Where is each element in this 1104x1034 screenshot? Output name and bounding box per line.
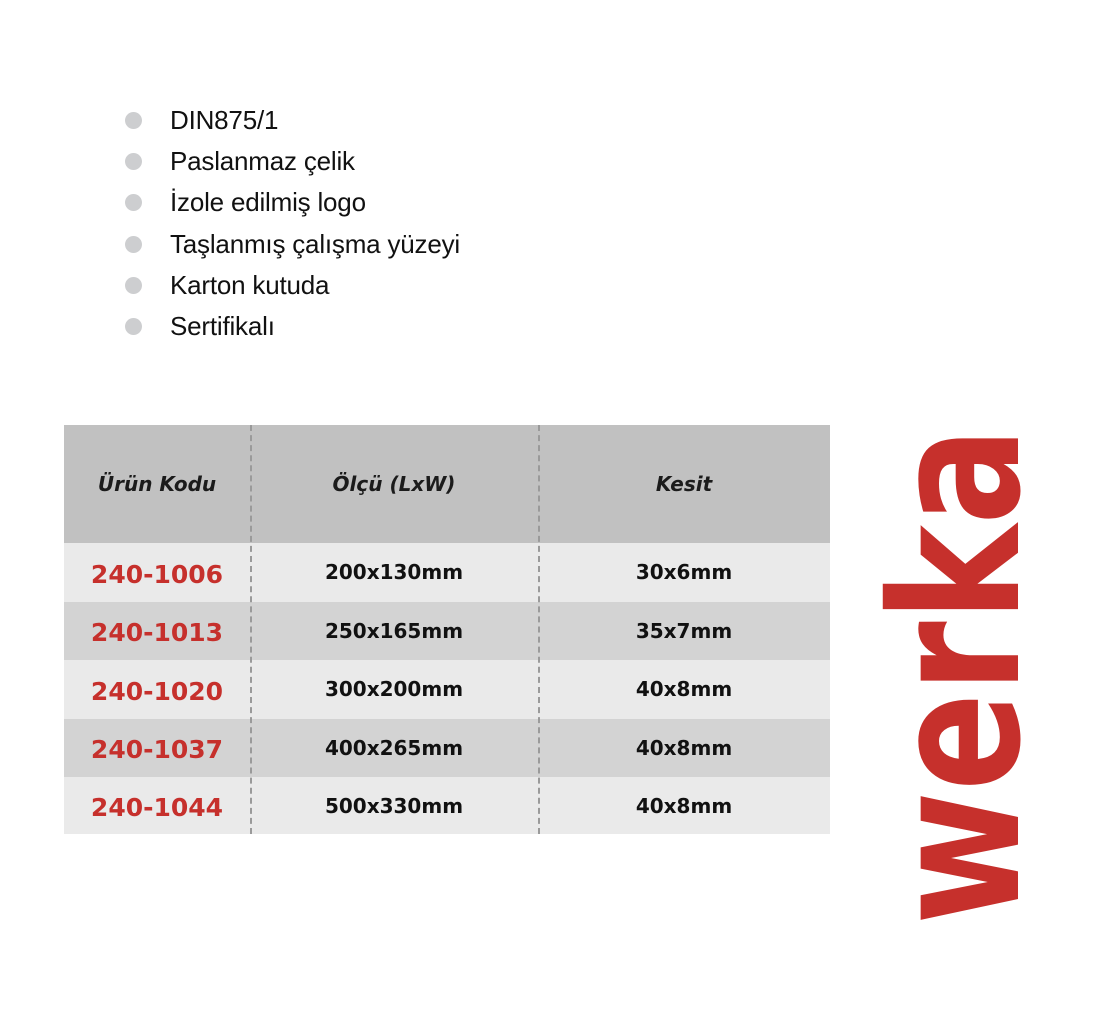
feature-text: Karton kutuda xyxy=(170,269,330,300)
feature-item xyxy=(125,182,460,223)
feature-text: Taşlanmış çalışma yüzeyi xyxy=(170,228,460,259)
header-label: Ürün Kodu xyxy=(97,472,217,496)
header-cross-section xyxy=(538,425,830,543)
feature-text: Paslanmaz çelik xyxy=(170,146,355,177)
section-value: 40x8mm xyxy=(635,793,733,818)
feature-item xyxy=(125,265,460,306)
table-row xyxy=(64,543,830,602)
product-code: 240-1037 xyxy=(90,735,224,765)
bullet-icon xyxy=(125,277,142,294)
bullet-icon xyxy=(125,236,142,253)
dimension-value: 300x200mm xyxy=(324,677,464,702)
table-row xyxy=(64,719,830,778)
product-code: 240-1013 xyxy=(90,618,224,648)
werka-logo-text: werka xyxy=(853,313,1060,925)
column-divider xyxy=(538,425,540,834)
feature-item xyxy=(125,306,460,347)
product-code: 240-1006 xyxy=(90,559,224,589)
header-dimensions xyxy=(250,425,538,543)
dimension-value: 250x165mm xyxy=(324,618,464,643)
section-value: 35x7mm xyxy=(635,618,733,643)
bullet-icon xyxy=(125,112,142,129)
werka-logo xyxy=(853,313,1060,925)
feature-item xyxy=(125,224,460,265)
header-product-code xyxy=(64,425,250,543)
table-row xyxy=(64,660,830,719)
header-label: Ölçü (LxW) xyxy=(332,472,456,496)
dimension-value: 500x330mm xyxy=(324,793,464,818)
feature-text: DIN875/1 xyxy=(170,105,279,136)
section-value: 40x8mm xyxy=(635,735,733,760)
product-code: 240-1020 xyxy=(90,676,224,706)
product-code: 240-1044 xyxy=(90,793,224,822)
section-value: 30x6mm xyxy=(635,560,733,585)
feature-text: Sertifikalı xyxy=(170,311,275,342)
table-row xyxy=(64,777,830,834)
bullet-icon xyxy=(125,318,142,335)
header-label: Kesit xyxy=(655,472,713,496)
feature-item xyxy=(125,141,460,182)
bullet-icon xyxy=(125,153,142,170)
bullet-icon xyxy=(125,194,142,211)
dimension-value: 400x265mm xyxy=(324,735,464,760)
dimension-value: 200x130mm xyxy=(324,560,464,585)
product-table xyxy=(64,425,830,834)
feature-list xyxy=(125,100,460,347)
section-value: 40x8mm xyxy=(635,677,733,702)
table-row xyxy=(64,602,830,661)
column-divider xyxy=(250,425,252,834)
feature-item xyxy=(125,100,460,141)
table-header xyxy=(64,425,830,543)
feature-text: İzole edilmiş logo xyxy=(170,187,366,218)
